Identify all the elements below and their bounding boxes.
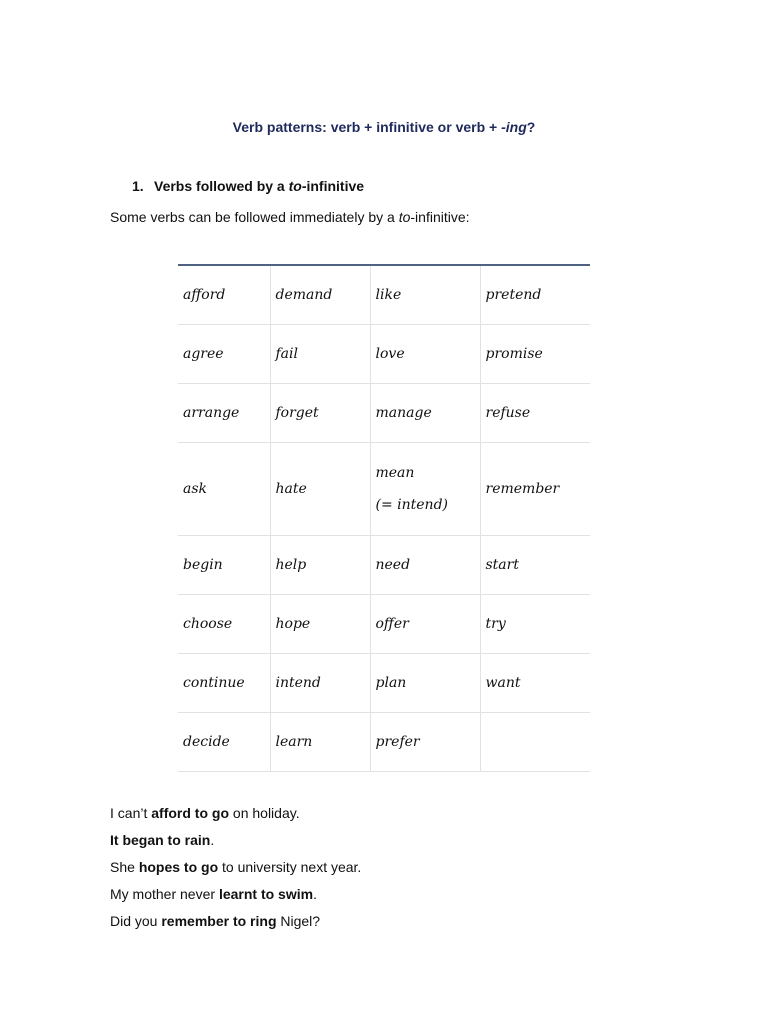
- example-sentence: [110, 803, 361, 830]
- title-text: Verb patterns: verb + infinitive or verb +: [232, 119, 502, 135]
- verb-table: [178, 264, 590, 772]
- section-heading-italic: to: [288, 178, 302, 194]
- example-sentence: [110, 830, 361, 857]
- intro-suffix: -infinitive:: [410, 209, 470, 225]
- verb-cell: manage: [370, 383, 480, 442]
- verb-cell: demand: [270, 265, 370, 324]
- verb-mean: mean: [375, 464, 415, 481]
- verb-cell: refuse: [480, 383, 590, 442]
- section-heading: [132, 178, 364, 194]
- table-row: [178, 535, 590, 594]
- verb-cell: begin: [178, 535, 270, 594]
- example-text: Did you: [110, 913, 162, 929]
- example-bold: afford to go: [151, 805, 230, 821]
- verb-cell: continue: [178, 653, 270, 712]
- verb-cell-empty: [480, 712, 590, 771]
- verb-cell: decide: [178, 712, 270, 771]
- verb-cell: agree: [178, 324, 270, 383]
- verb-cell: plan: [370, 653, 480, 712]
- example-text: She: [110, 859, 139, 875]
- verb-cell: choose: [178, 594, 270, 653]
- verb-cell: hate: [270, 442, 370, 535]
- example-bold: learnt to swim: [218, 886, 314, 902]
- verb-cell: offer: [370, 594, 480, 653]
- verb-cell: help: [270, 535, 370, 594]
- verb-cell: try: [480, 594, 590, 653]
- example-text: My mother never: [110, 886, 219, 902]
- table-row: [178, 442, 590, 535]
- verb-cell: hope: [270, 594, 370, 653]
- verb-cell: prefer: [370, 712, 480, 771]
- verb-cell-mean: [370, 442, 480, 535]
- verb-cell: start: [480, 535, 590, 594]
- table-row: [178, 594, 590, 653]
- verb-cell: fail: [270, 324, 370, 383]
- example-sentence: [110, 857, 361, 884]
- verb-cell: pretend: [480, 265, 590, 324]
- table-row: [178, 712, 590, 771]
- verb-cell: forget: [270, 383, 370, 442]
- verb-cell: learn: [270, 712, 370, 771]
- example-text: .: [313, 886, 317, 902]
- verb-cell: afford: [178, 265, 270, 324]
- example-text: to university next year.: [218, 859, 362, 875]
- example-text: .: [210, 832, 215, 848]
- table-row: [178, 324, 590, 383]
- verb-cell: like: [370, 265, 480, 324]
- table-row: [178, 383, 590, 442]
- verb-cell: need: [370, 535, 480, 594]
- title-italic: -ing: [501, 119, 527, 135]
- table-row: [178, 653, 590, 712]
- page-title: [0, 119, 768, 135]
- verb-cell: remember: [480, 442, 590, 535]
- example-bold: It began to rain: [110, 832, 211, 848]
- table-row: [178, 265, 590, 324]
- title-suffix: ?: [526, 119, 536, 135]
- example-text: I can’t: [110, 805, 152, 821]
- example-sentence: [110, 884, 361, 911]
- example-text: Nigel?: [276, 913, 321, 929]
- verb-cell: arrange: [178, 383, 270, 442]
- verb-cell: intend: [270, 653, 370, 712]
- example-text: on holiday.: [229, 805, 300, 821]
- section-heading-text: Verbs followed by a: [154, 178, 289, 194]
- example-bold: remember to ring: [161, 913, 277, 929]
- verb-cell: promise: [480, 324, 590, 383]
- verb-cell: ask: [178, 442, 270, 535]
- verb-cell: love: [370, 324, 480, 383]
- example-sentences: [110, 803, 361, 938]
- verb-mean-note: (= intend): [375, 496, 448, 513]
- section-heading-suffix: -infinitive: [301, 178, 365, 194]
- intro-paragraph: [110, 209, 470, 225]
- intro-text: Some verbs can be followed immediately by a: [110, 209, 399, 225]
- example-sentence: [110, 911, 361, 938]
- verb-cell: want: [480, 653, 590, 712]
- intro-italic: to: [398, 209, 411, 225]
- example-bold: hopes to go: [138, 859, 219, 875]
- section-number: 1.: [132, 178, 144, 194]
